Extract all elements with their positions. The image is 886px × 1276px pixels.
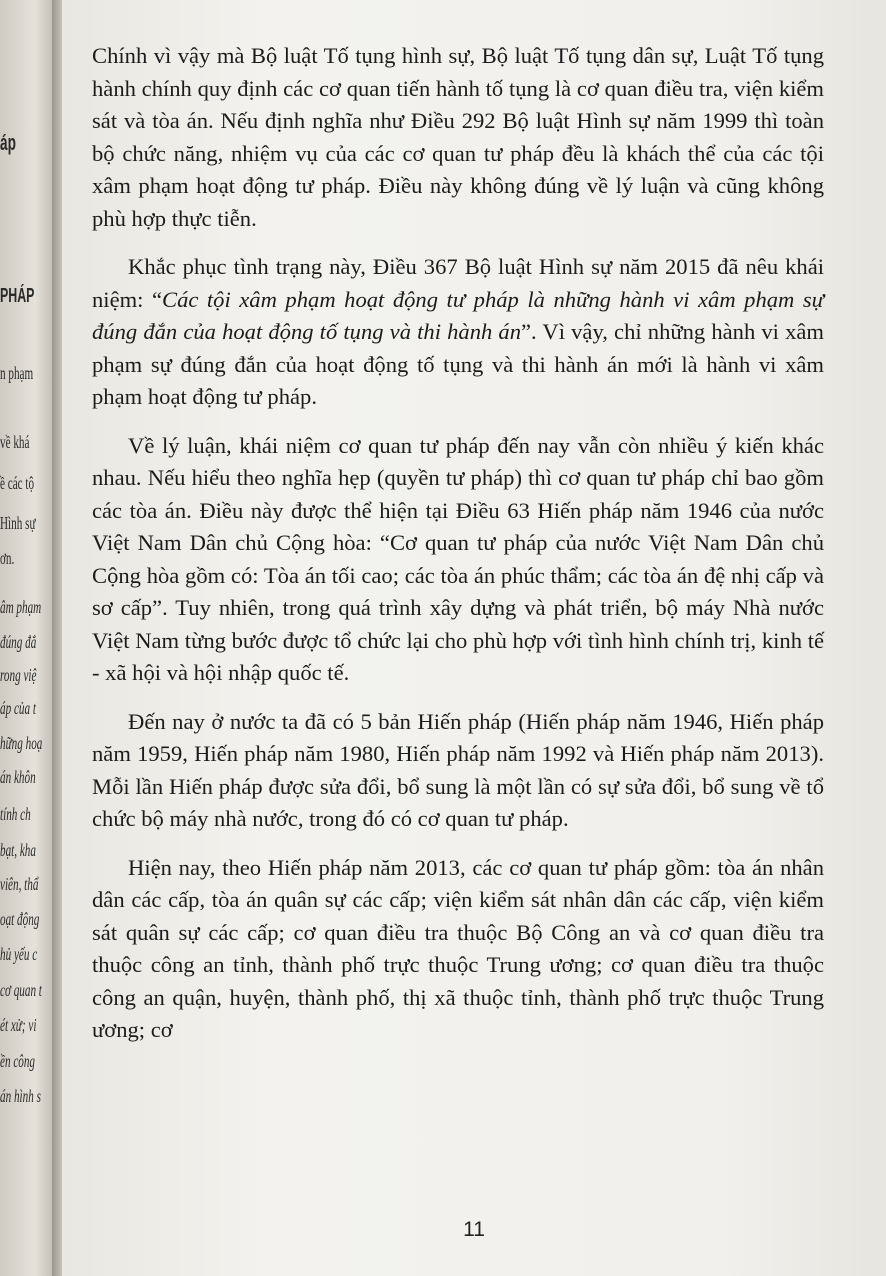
prev-page-fragment: hững hoạ: [0, 733, 43, 753]
paragraph: [92, 40, 824, 235]
paragraph-text: Hiện nay, theo Hiến pháp năm 2013, các cơ quan tư pháp gồm: tòa án nhân dân các cấp, tòa án quân sự các cấp; viện kiểm sát nhân dân các cấp, viện kiểm sát quân sự các cấp; cơ quan điều tra thuộc Bộ Công an và cơ quan điều tra thuộc công an tỉnh, thành phố trực thuộc Trung ương; cơ quan điều tra thuộc công an quận, huyện, thành phố, thị xã thuộc tỉnh, thành phố trực thuộc Trung ương; cơ: [92, 854, 824, 1042]
paragraph-text: Về lý luận, khái niệm cơ quan tư pháp đến nay vẫn còn nhiều ý kiến khác nhau. Nếu hiểu theo nghĩa hẹp (quyền tư pháp) thì cơ quan tư pháp chỉ bao gồm các tòa án. Điều này được thể hiện tại Điều 63 Hiến pháp năm 1946 của nước Việt Nam Dân chủ Cộng hòa: “Cơ quan tư pháp của nước Việt Nam Dân chủ Cộng hòa gồm có: Tòa án tối cao; các tòa án phúc thẩm; các tòa án đệ nhị cấp và sơ cấp”. Tuy nhiên, trong quá trình xây dựng và phát triển, bộ máy Nhà nước Việt Nam từng bước được tổ chức lại cho phù hợp với tình hình chính trị, kinh tế - xã hội và hội nhập quốc tế.: [92, 432, 824, 685]
paragraph-text: Đến nay ở nước ta đã có 5 bản Hiến pháp (Hiến pháp năm 1946, Hiến pháp năm 1959, Hiến pháp năm 1980, Hiến pháp năm 1992 và Hiến pháp năm 2013). Mỗi lần Hiến pháp được sửa đổi, bổ sung là một lần có sự sửa đổi, bổ sung về tổ chức bộ máy nhà nước, trong đó có cơ quan tư pháp.: [92, 708, 824, 831]
prev-page-fragment: ơn.: [0, 548, 15, 568]
prev-page-fragment: ét xử; vi: [0, 1015, 37, 1035]
prev-page-fragment: về khá: [0, 432, 30, 452]
book-page: [62, 0, 886, 1276]
paragraph: [92, 706, 824, 836]
prev-page-fragment: cơ quan t: [0, 980, 42, 1000]
paragraph-text: Chính vì vậy mà Bộ luật Tố tụng hình sự, Bộ luật Tố tụng dân sự, Luật Tố tụng hành chính quy định các cơ quan tiến hành tố tụng là cơ quan điều tra, viện kiểm sát và tòa án. Nếu định nghĩa như Điều 292 Bộ luật Hình sự năm 1999 thì toàn bộ chức năng, nhiệm vụ của các cơ quan tư pháp đều là khách thể của các tội xâm phạm hoạt động tư pháp. Điều này không đúng về lý luận và cũng không phù hợp thực tiễn.: [92, 43, 824, 231]
prev-page-fragment: án khôn: [0, 767, 36, 787]
previous-page-edge: [0, 0, 58, 1276]
paragraph: [92, 852, 824, 1047]
paragraph-text: ”. Vì vậy, chỉ những hành vi xâm phạm sự đúng đắn của hoạt động tố tụng và thi hành án mới là hành vi xâm phạm hoạt động tư pháp.: [92, 319, 824, 409]
prev-page-fragment: Hình sự: [0, 513, 36, 533]
prev-page-fragment: đúng đắ: [0, 632, 37, 652]
prev-page-fragment: án hình s: [0, 1086, 41, 1106]
prev-page-fragment: ề các tộ: [0, 473, 35, 493]
prev-page-fragment: oạt động: [0, 909, 40, 929]
prev-page-fragment: n phạm: [0, 363, 34, 383]
page-number: 11: [463, 1218, 485, 1241]
italic-definition: Các tội xâm phạm hoạt động tư pháp là những hành vi xâm phạm sự đúng đắn của hoạt động tố tụng và thi hành án: [92, 286, 824, 344]
prev-page-fragment: áp: [0, 130, 16, 155]
prev-page-fragment: PHÁP: [0, 285, 35, 307]
prev-page-fragment: rong việ: [0, 665, 37, 685]
prev-page-fragment: viên, thẩ: [0, 874, 39, 894]
prev-page-fragment: tính ch: [0, 804, 31, 824]
paragraph: [92, 430, 824, 690]
prev-page-fragment: áp của t: [0, 698, 36, 718]
prev-page-fragment: hủ yếu c: [0, 944, 38, 964]
paragraph: [92, 251, 824, 414]
prev-page-fragment: âm phạm: [0, 597, 42, 617]
prev-page-fragment: ền công: [0, 1051, 36, 1071]
prev-page-fragment: bạt, kha: [0, 840, 36, 860]
paragraph-text: Khắc phục tình trạng này, Điều 367 Bộ luật Hình sự năm 2015 đã nêu khái niệm: “: [92, 254, 824, 312]
body-text: [92, 40, 824, 1063]
